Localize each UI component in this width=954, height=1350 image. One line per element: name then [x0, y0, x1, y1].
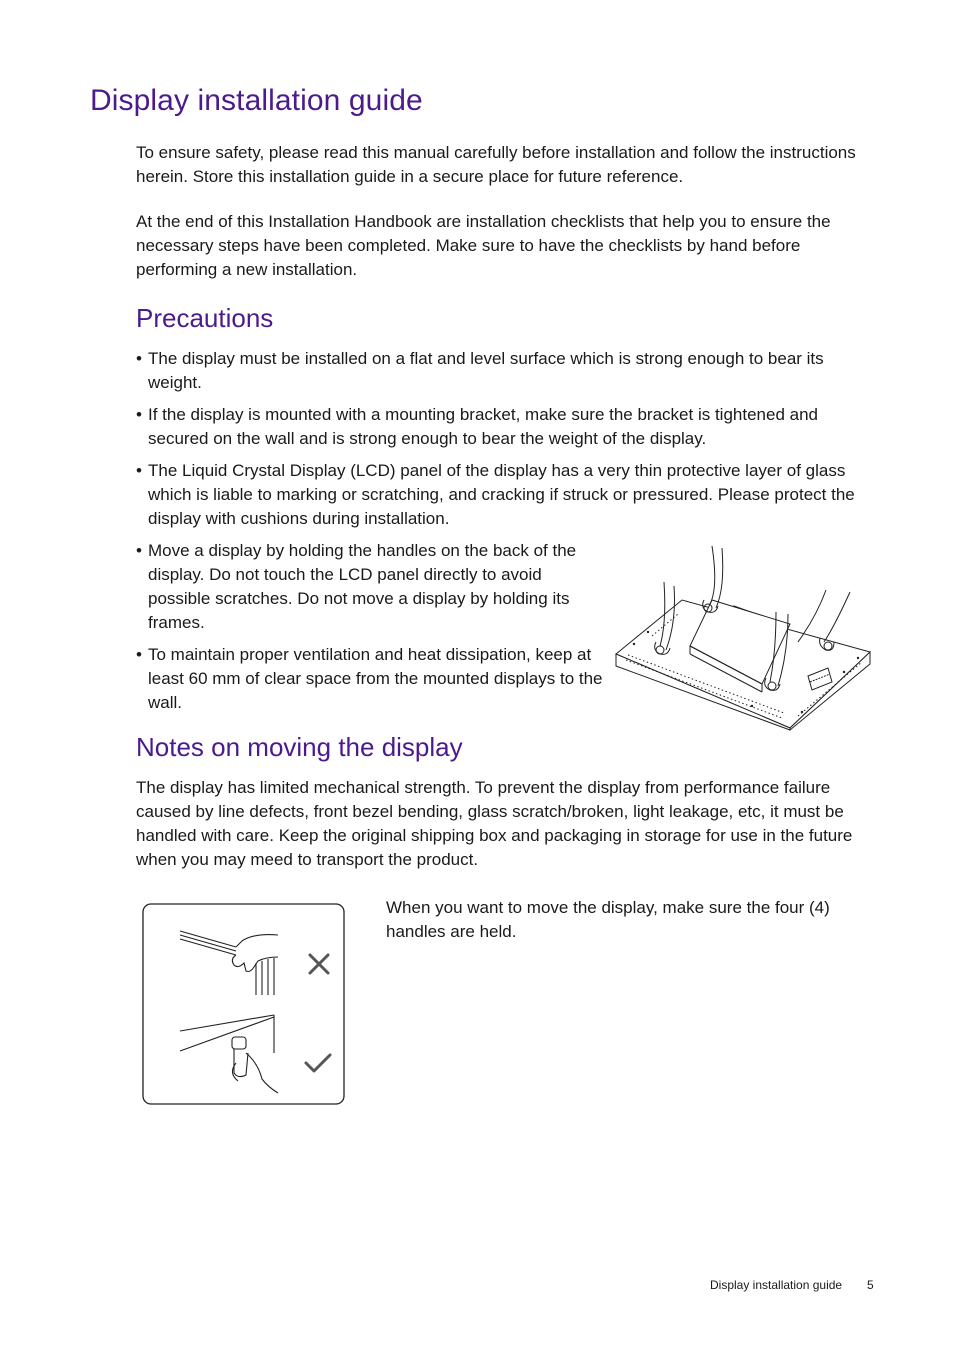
precaution-item-4: • Move a display by holding the handles on the back of the display. Do not touch the LCD panel directly to avoid possible scratches. Do not move a display by holding its frames.: [136, 539, 596, 635]
precautions-heading: Precautions: [136, 303, 274, 333]
precaution-item-1: • The display must be installed on a flat and level surface which is strong enough to bear its weight.: [136, 347, 866, 395]
handle-holding-figure: [142, 903, 346, 1107]
footer-section: Display installation guide: [710, 1278, 843, 1292]
precaution-item-5: • To maintain proper ventilation and heat dissipation, keep at least 60 mm of clear space from the mounted displays to the wall.: [136, 643, 604, 715]
precaution-item-3: • The Liquid Crystal Display (LCD) panel of the display has a very thin protective layer of glass which is liable to marking or scratching, and cracking if struck or pressured. Please protect the display with cushions during installation.: [136, 459, 878, 531]
intro-paragraph-1: To ensure safety, please read this manual carefully before installation and follow the instructions herein. Store this installation guide in a secure place for future reference.: [136, 143, 856, 186]
page-number: 5: [867, 1278, 874, 1292]
moving-paragraph: The display has limited mechanical strength. To prevent the display from performance failure caused by line defects, front bezel bending, glass scratch/broken, light leakage, etc, it must be handled with care. Keep the original shipping box and packaging in storage for use in the future when you may meed to transport the product.: [136, 778, 853, 869]
precaution-item-2: • If the display is mounted with a mounting bracket, make sure the bracket is tightened and secured on the wall and is strong enough to bear the weight of the display.: [136, 403, 866, 451]
moving-heading: Notes on moving the display: [136, 732, 463, 762]
display-handles-illustration: [612, 542, 874, 732]
figure-caption: When you want to move the display, make sure the four (4) handles are held.: [386, 898, 830, 941]
page-title: Display installation guide: [90, 84, 423, 117]
intro-paragraph-2: At the end of this Installation Handbook are installation checklists that help you to ensure the necessary steps have been completed. Make sure to have the checklists by hand before performing a new installation.: [136, 212, 831, 279]
